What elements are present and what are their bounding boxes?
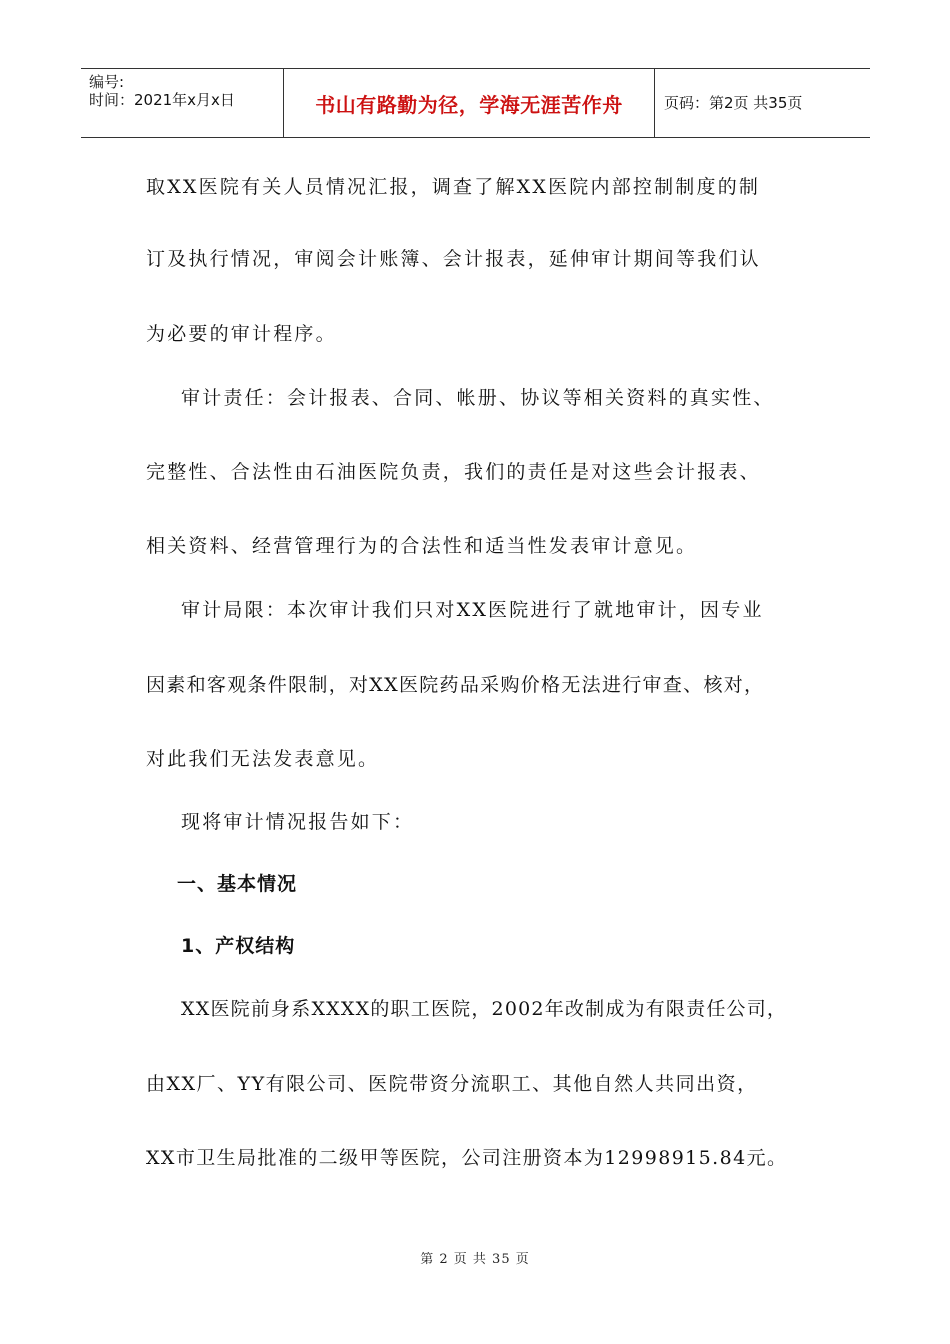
body-line: 为必要的审计程序。 [146,323,337,345]
header-motto: 书山有路勤为径，学海无涯苦作舟 [315,92,623,117]
subsection-heading: 1、产权结构 [181,935,296,957]
body-line: 因素和客观条件限制，对XX医院药品采购价格无法进行审查、核对， [146,674,765,696]
header-meta-cell [81,69,283,137]
body-line: 相关资料、经营管理行为的合法性和适当性发表审计意见。 [146,535,698,557]
body-line: 取XX医院有关人员情况汇报，调查了解XX医院内部控制制度的制 [146,176,761,198]
body-line: 由XX厂、YY有限公司、医院带资分流职工、其他自然人共同出资， [146,1073,758,1095]
page-footer: 第 2 页 共 35 页 [420,1252,530,1267]
body-line: 订及执行情况，审阅会计账簿、会计报表，延伸审计期间等我们认 [146,248,761,270]
section-heading: 一、基本情况 [177,873,298,895]
document-header [81,68,870,138]
body-line: XX市卫生局批准的二级甲等医院，公司注册资本为12998915.84元。 [146,1147,788,1169]
header-page-info: 页码：第2页 共35页 [664,94,803,112]
document-date-label: 时间：2021年x月x日 [89,91,235,109]
body-line: 完整性、合法性由石油医院负责，我们的责任是对这些会计报表、 [146,461,761,483]
body-line: XX医院前身系XXXX的职工医院，2002年改制成为有限责任公司， [181,998,788,1020]
body-line: 审计局限：本次审计我们只对XX医院进行了就地审计，因专业 [181,599,764,621]
header-page-cell [654,69,870,137]
body-line: 现将审计情况报告如下： [181,811,415,833]
body-line: 对此我们无法发表意见。 [146,748,380,770]
body-line: 审计责任：会计报表、合同、帐册、协议等相关资料的真实性、 [181,387,775,409]
document-number-label: 编号: [89,73,125,91]
header-motto-cell [283,69,655,137]
